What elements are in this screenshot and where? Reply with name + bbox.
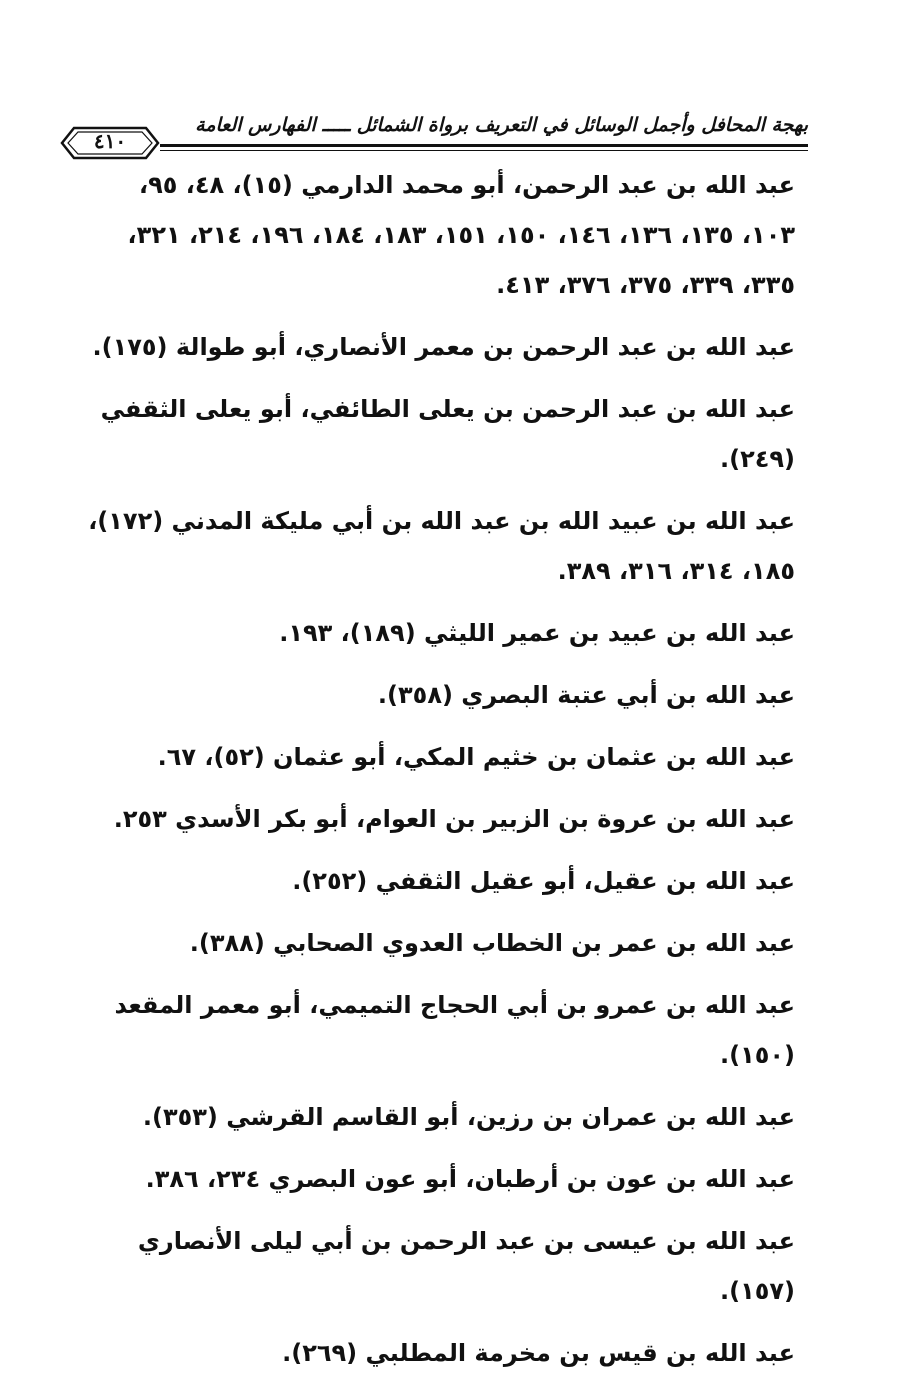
running-header [60,100,808,160]
index-entry: عبد الله بن عمرو بن أبي الحجاج التميمي، أبو معمر المقعد (١٥٠). [114,991,795,1069]
page-number: ٤١٠ [93,129,127,153]
index-entries [80,160,795,1390]
index-entry: عبد الله بن عمر بن الخطاب العدوي الصحابي (٣٨٨). [189,929,795,957]
index-entry: عبد الله بن أبي عتبة البصري (٣٥٨). [377,681,795,709]
index-entry: عبد الله بن عون بن أرطبان، أبو عون البصري ٢٣٤، ٣٨٦. [145,1165,795,1193]
page-number-badge [60,126,160,160]
index-entry: عبد الله بن قيس بن مخرمة المطلبي (٢٦٩). [282,1339,795,1367]
index-entry: عبد الله بن عبد الرحمن، أبو محمد الدارمي (١٥)، ٤٨، ٩٥، ١٠٣، ١٣٥، ١٣٦، ١٤٦، ١٥٠، ١٥١، ١٨٣، ١٨٤، ١٩٦، ٢١٤، ٣٢١، ٣٣٥، ٣٣٩، ٣٧٥، ٣٧٦، ٤١٣. [127,171,795,299]
index-entry: عبد الله بن عروة بن الزبير بن العوام، أبو بكر الأسدي ٢٥٣. [113,805,795,833]
index-entry: عبد الله بن عثمان بن خثيم المكي، أبو عثمان (٥٢)، ٦٧. [157,743,795,771]
index-entry: عبد الله بن عبيد الله بن عبد الله بن أبي مليكة المدني (١٧٢)، ١٨٥، ٣١٤، ٣١٦، ٣٨٩. [88,507,795,585]
index-entry: عبد الله بن عقيل، أبو عقيل الثقفي (٢٥٢). [292,867,795,895]
header-rule-thin [160,150,808,151]
header-rule-thick [160,144,808,147]
index-entry: عبد الله بن عبد الرحمن بن معمر الأنصاري، أبو طوالة (١٧٥). [92,333,795,361]
running-header-title: بهجة المحافل وأجمل الوسائل في التعريف برواة الشمائل ـــــ الفهارس العامة [195,114,808,136]
index-entry: عبد الله بن عبد الرحمن بن يعلى الطائفي، أبو يعلى الثقفي (٢٤٩). [100,395,795,473]
index-entry: عبد الله بن عبيد بن عمير الليثي (١٨٩)، ١٩٣. [279,619,795,647]
index-entry: عبد الله بن عيسى بن عبد الرحمن بن أبي ليلى الأنصاري (١٥٧). [137,1227,795,1305]
index-entry: عبد الله بن عمران بن رزين، أبو القاسم القرشي (٣٥٣). [142,1103,795,1131]
